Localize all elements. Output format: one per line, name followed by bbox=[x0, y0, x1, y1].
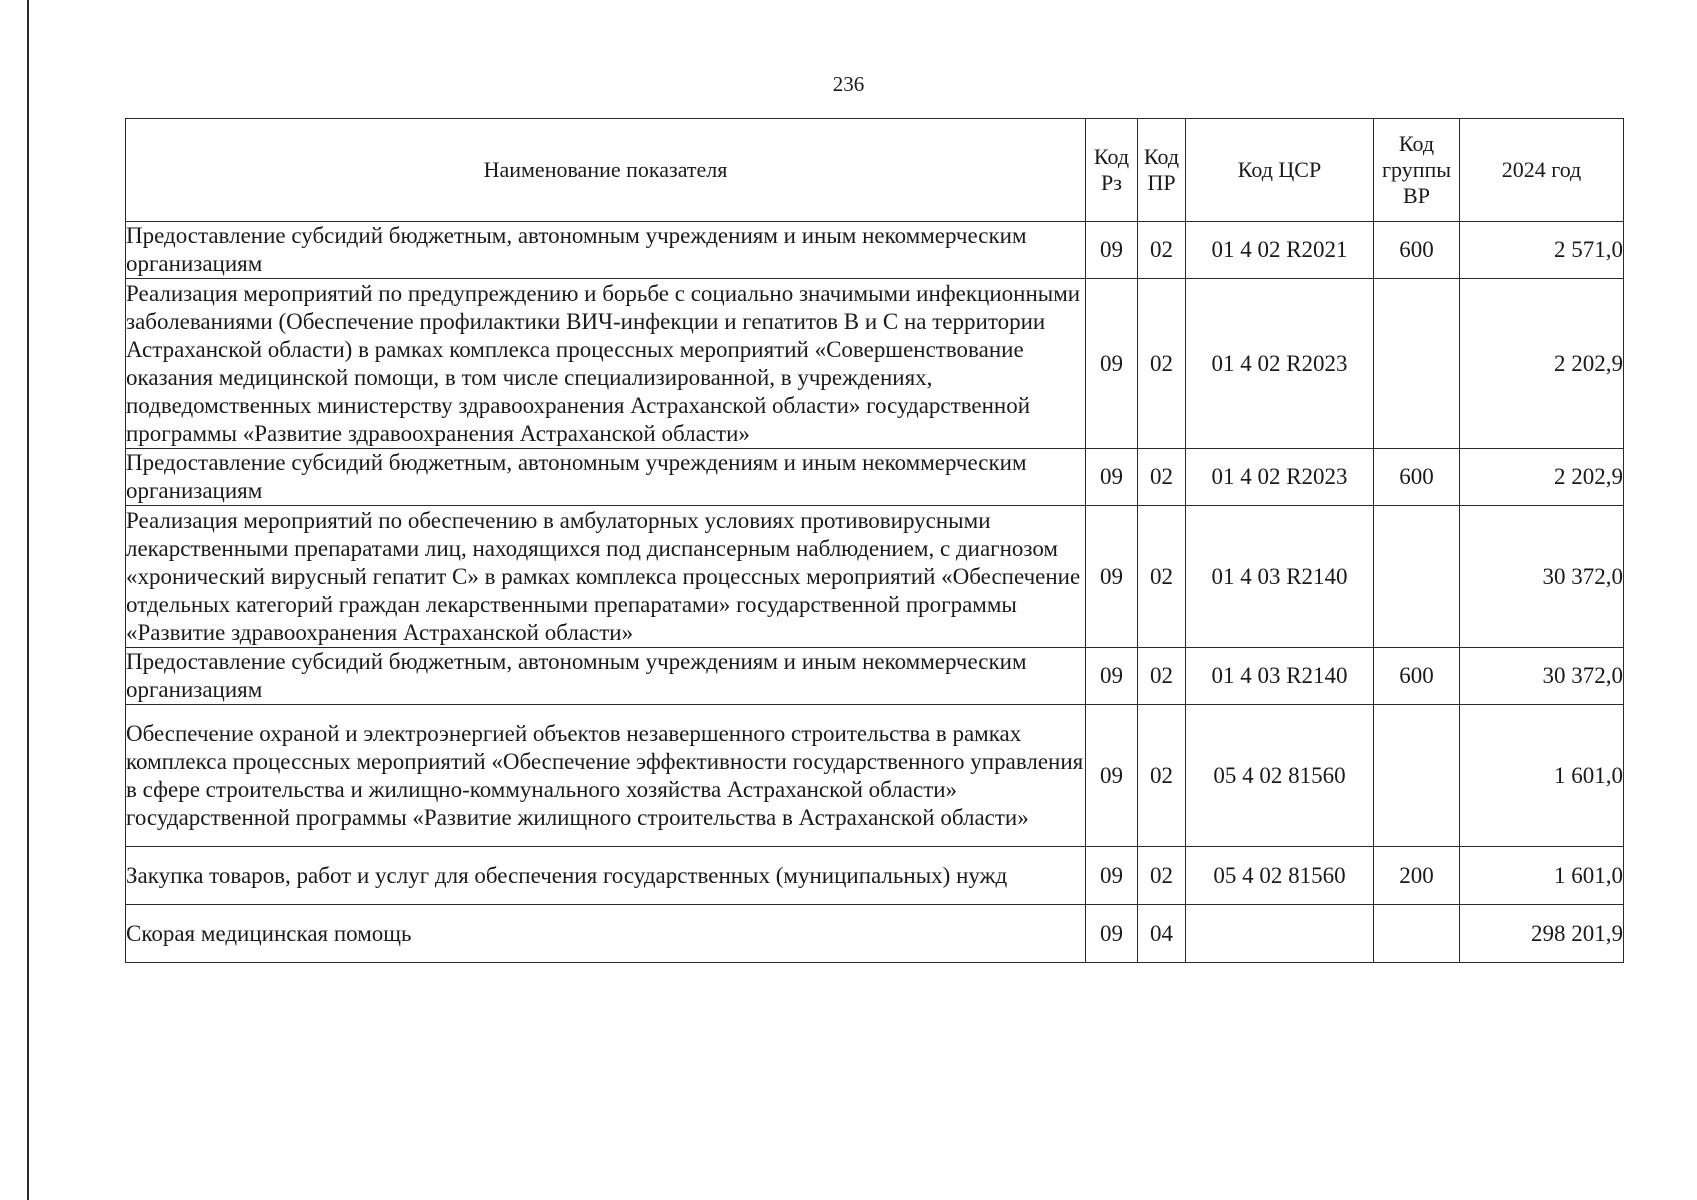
header-name: Наименование показателя bbox=[126, 119, 1086, 222]
row-rz: 09 bbox=[1086, 279, 1138, 449]
row-csr: 01 4 02 R2021 bbox=[1186, 222, 1374, 279]
header-vr: Код группы ВР bbox=[1374, 119, 1460, 222]
row-amount: 1 601,0 bbox=[1460, 847, 1624, 905]
row-amount: 30 372,0 bbox=[1460, 506, 1624, 648]
row-pr: 02 bbox=[1138, 222, 1186, 279]
row-name: Предоставление субсидий бюджетным, автономным учреждениям и иным некоммерческим организациям bbox=[126, 648, 1086, 705]
row-amount: 2 202,9 bbox=[1460, 279, 1624, 449]
row-amount: 2 571,0 bbox=[1460, 222, 1624, 279]
table-row bbox=[126, 279, 1624, 449]
row-pr: 02 bbox=[1138, 449, 1186, 506]
row-pr: 04 bbox=[1138, 905, 1186, 963]
row-name: Реализация мероприятий по предупреждению и борьбе с социально значимыми инфекционными заболеваниями (Обеспечение профилактики ВИЧ-инфекции и гепатитов В и С на территории Астраханской области) в рамках комплекса процессных мероприятий «Совершенствование оказания медицинской помощи, в том числе специализированной, в учреждениях, подведомственных министерству здравоохранения Астраханской области» государственной программы «Развитие здравоохранения Астраханской области» bbox=[126, 279, 1086, 449]
row-vr: 600 bbox=[1374, 449, 1460, 506]
row-name: Реализация мероприятий по обеспечению в амбулаторных условиях противовирусными лекарственными препаратами лиц, находящихся под диспансерным наблюдением, с диагнозом «хронический вирусный гепатит С» в рамках комплекса процессных мероприятий «Обеспечение отдельных категорий граждан лекарственными препаратами» государственной программы «Развитие здравоохранения Астраханской области» bbox=[126, 506, 1086, 648]
row-vr: 600 bbox=[1374, 648, 1460, 705]
row-name: Закупка товаров, работ и услуг для обеспечения государственных (муниципальных) нужд bbox=[126, 847, 1086, 905]
row-pr: 02 bbox=[1138, 648, 1186, 705]
row-csr: 05 4 02 81560 bbox=[1186, 847, 1374, 905]
row-vr bbox=[1374, 506, 1460, 648]
row-pr: 02 bbox=[1138, 506, 1186, 648]
header-year: 2024 год bbox=[1460, 119, 1624, 222]
row-pr: 02 bbox=[1138, 279, 1186, 449]
row-rz: 09 bbox=[1086, 506, 1138, 648]
row-amount: 30 372,0 bbox=[1460, 648, 1624, 705]
header-rz: Код Рз bbox=[1086, 119, 1138, 222]
table-row bbox=[126, 847, 1624, 905]
table-row bbox=[126, 222, 1624, 279]
row-vr bbox=[1374, 279, 1460, 449]
row-vr: 600 bbox=[1374, 222, 1460, 279]
binding-margin-line bbox=[27, 0, 29, 1200]
row-rz: 09 bbox=[1086, 847, 1138, 905]
page-number: 236 bbox=[832, 72, 865, 96]
header-csr: Код ЦСР bbox=[1186, 119, 1374, 222]
row-amount: 1 601,0 bbox=[1460, 705, 1624, 847]
table-header-row bbox=[126, 119, 1624, 222]
row-csr: 05 4 02 81560 bbox=[1186, 705, 1374, 847]
row-csr: 01 4 03 R2140 bbox=[1186, 506, 1374, 648]
table-row bbox=[126, 648, 1624, 705]
row-name: Обеспечение охраной и электроэнергией объектов незавершенного строительства в рамках комплекса процессных мероприятий «Обеспечение эффективности государственного управления в сфере строительства и жилищно-коммунального хозяйства Астраханской области» государственной программы «Развитие жилищного строительства в Астраханской области» bbox=[126, 705, 1086, 847]
table-row bbox=[126, 506, 1624, 648]
row-name: Предоставление субсидий бюджетным, автономным учреждениям и иным некоммерческим организациям bbox=[126, 222, 1086, 279]
row-rz: 09 bbox=[1086, 648, 1138, 705]
row-amount: 2 202,9 bbox=[1460, 449, 1624, 506]
row-vr bbox=[1374, 905, 1460, 963]
row-csr: 01 4 03 R2140 bbox=[1186, 648, 1374, 705]
row-rz: 09 bbox=[1086, 705, 1138, 847]
budget-table bbox=[125, 118, 1624, 963]
row-pr: 02 bbox=[1138, 847, 1186, 905]
row-csr: 01 4 02 R2023 bbox=[1186, 449, 1374, 506]
row-rz: 09 bbox=[1086, 449, 1138, 506]
header-pr: Код ПР bbox=[1138, 119, 1186, 222]
table-row bbox=[126, 449, 1624, 506]
row-vr bbox=[1374, 705, 1460, 847]
row-pr: 02 bbox=[1138, 705, 1186, 847]
row-csr: 01 4 02 R2023 bbox=[1186, 279, 1374, 449]
row-name: Предоставление субсидий бюджетным, автономным учреждениям и иным некоммерческим организациям bbox=[126, 449, 1086, 506]
row-rz: 09 bbox=[1086, 905, 1138, 963]
row-csr bbox=[1186, 905, 1374, 963]
row-rz: 09 bbox=[1086, 222, 1138, 279]
table-row bbox=[126, 905, 1624, 963]
row-name: Скорая медицинская помощь bbox=[126, 905, 1086, 963]
table-row bbox=[126, 705, 1624, 847]
row-amount: 298 201,9 bbox=[1460, 905, 1624, 963]
row-vr: 200 bbox=[1374, 847, 1460, 905]
